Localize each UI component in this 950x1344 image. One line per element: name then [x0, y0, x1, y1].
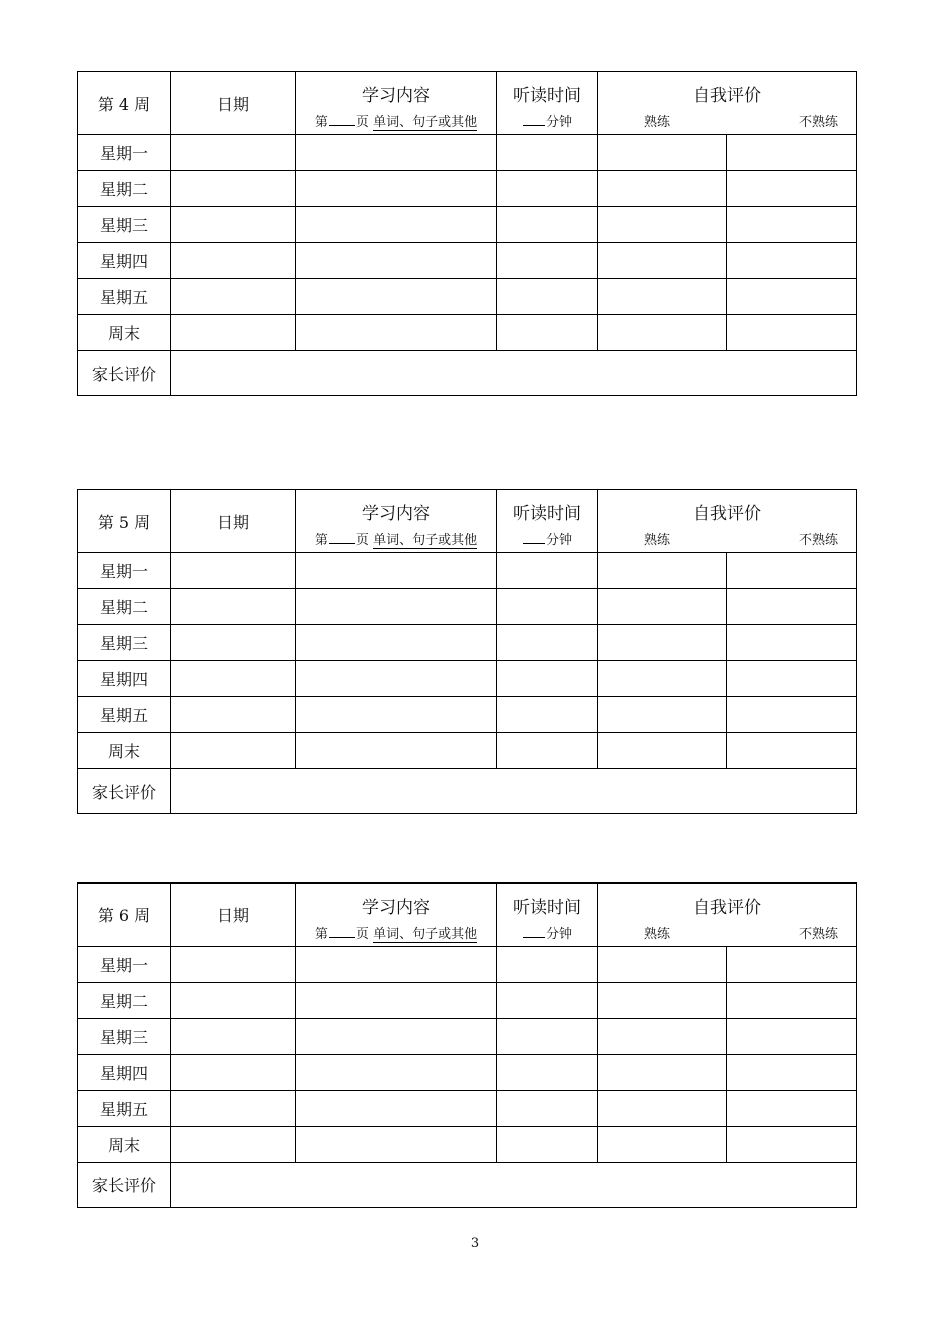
eval-good-cell[interactable] [598, 1054, 727, 1090]
eval-good: 熟练 [644, 533, 671, 548]
date-cell[interactable] [171, 279, 296, 315]
time-unit: 分钟 [545, 115, 572, 130]
day-row [78, 315, 857, 351]
day-label: 星期五 [78, 1090, 171, 1126]
date-header: 日期 [171, 883, 296, 946]
time-cell[interactable] [497, 553, 598, 589]
header-row [78, 883, 857, 946]
eval-good-cell[interactable] [598, 553, 727, 589]
time-cell[interactable] [497, 1018, 598, 1054]
date-cell[interactable] [171, 733, 296, 769]
page-suffix: 页 [355, 533, 369, 548]
eval-bad-cell[interactable] [727, 625, 857, 661]
time-cell[interactable] [497, 315, 598, 351]
date-cell[interactable] [171, 1018, 296, 1054]
day-row [78, 243, 857, 279]
content-cell[interactable] [296, 207, 497, 243]
eval-good-cell[interactable] [598, 1126, 727, 1162]
content-types: 单词、句子或其他 [373, 115, 478, 130]
content-cell[interactable] [296, 553, 497, 589]
content-types: 单词、句子或其他 [373, 927, 478, 942]
day-label: 星期二 [78, 171, 171, 207]
eval-bad-cell[interactable] [727, 315, 857, 351]
parent-comment-cell[interactable] [171, 351, 857, 396]
content-cell[interactable] [296, 243, 497, 279]
day-label: 周末 [78, 733, 171, 769]
content-cell[interactable] [296, 1018, 497, 1054]
date-cell[interactable] [171, 589, 296, 625]
content-cell[interactable] [296, 1126, 497, 1162]
eval-good-cell[interactable] [598, 589, 727, 625]
day-row [78, 1126, 857, 1162]
eval-bad-cell[interactable] [727, 553, 857, 589]
day-label: 星期四 [78, 1054, 171, 1090]
date-cell[interactable] [171, 661, 296, 697]
date-header: 日期 [171, 72, 296, 135]
content-title: 学习内容 [362, 86, 430, 106]
day-row [78, 1018, 857, 1054]
eval-good-cell[interactable] [598, 697, 727, 733]
date-cell[interactable] [171, 1126, 296, 1162]
eval-title: 自我评价 [693, 898, 761, 918]
time-unit: 分钟 [545, 533, 572, 548]
content-cell[interactable] [296, 279, 497, 315]
date-cell[interactable] [171, 697, 296, 733]
time-cell[interactable] [497, 135, 598, 171]
day-row [78, 1054, 857, 1090]
date-cell[interactable] [171, 207, 296, 243]
day-label: 星期二 [78, 589, 171, 625]
time-subtitle [497, 529, 597, 548]
day-label: 星期三 [78, 625, 171, 661]
eval-bad-cell[interactable] [727, 135, 857, 171]
day-label: 周末 [78, 315, 171, 351]
date-cell[interactable] [171, 1090, 296, 1126]
eval-bad: 不熟练 [798, 533, 838, 548]
time-cell[interactable] [497, 589, 598, 625]
date-cell[interactable] [171, 171, 296, 207]
day-label: 周末 [78, 1126, 171, 1162]
eval-bad-cell[interactable] [727, 1090, 857, 1126]
parent-label: 家长评价 [78, 769, 171, 814]
time-header [497, 490, 598, 553]
eval-bad-cell[interactable] [727, 589, 857, 625]
content-cell[interactable] [296, 589, 497, 625]
eval-title: 自我评价 [693, 86, 761, 106]
day-label: 星期三 [78, 1018, 171, 1054]
eval-good-cell[interactable] [598, 661, 727, 697]
time-cell[interactable] [497, 1054, 598, 1090]
day-row [78, 589, 857, 625]
date-cell[interactable] [171, 946, 296, 982]
content-cell[interactable] [296, 135, 497, 171]
date-cell[interactable] [171, 243, 296, 279]
parent-row [78, 1162, 857, 1207]
content-cell[interactable] [296, 1054, 497, 1090]
page-blank [329, 124, 355, 126]
time-unit: 分钟 [545, 927, 572, 942]
eval-bad-cell[interactable] [727, 243, 857, 279]
eval-good-cell[interactable] [598, 171, 727, 207]
content-cell[interactable] [296, 982, 497, 1018]
day-row [78, 733, 857, 769]
date-cell[interactable] [171, 553, 296, 589]
time-header [497, 72, 598, 135]
eval-bad-cell[interactable] [727, 661, 857, 697]
time-cell[interactable] [497, 207, 598, 243]
time-title: 听读时间 [513, 86, 581, 106]
content-cell[interactable] [296, 733, 497, 769]
parent-label: 家长评价 [78, 1162, 171, 1207]
eval-good: 熟练 [644, 115, 671, 130]
content-cell[interactable] [296, 697, 497, 733]
day-label: 星期二 [78, 982, 171, 1018]
day-label: 星期一 [78, 946, 171, 982]
content-subtitle [296, 111, 496, 130]
time-header [497, 883, 598, 946]
eval-bad-cell[interactable] [727, 982, 857, 1018]
day-label: 星期三 [78, 207, 171, 243]
content-cell[interactable] [296, 315, 497, 351]
day-row [78, 946, 857, 982]
day-label: 星期一 [78, 135, 171, 171]
day-row [78, 661, 857, 697]
header-row [78, 490, 857, 553]
date-header: 日期 [171, 490, 296, 553]
eval-title: 自我评价 [693, 504, 761, 524]
page-suffix: 页 [355, 927, 369, 942]
day-row [78, 982, 857, 1018]
eval-bad-cell[interactable] [727, 207, 857, 243]
content-header [296, 883, 497, 946]
time-cell[interactable] [497, 1090, 598, 1126]
page-number: 3 [470, 1236, 480, 1251]
week-label: 第 4 周 [78, 72, 171, 135]
week-label: 第 6 周 [78, 883, 171, 946]
time-cell[interactable] [497, 171, 598, 207]
eval-bad-cell[interactable] [727, 697, 857, 733]
eval-bad: 不熟练 [798, 927, 838, 942]
time-cell[interactable] [497, 982, 598, 1018]
time-blank [523, 936, 545, 938]
week-table-4 [77, 71, 857, 396]
page-blank [329, 936, 355, 938]
time-cell[interactable] [497, 1126, 598, 1162]
time-cell[interactable] [497, 625, 598, 661]
day-row [78, 625, 857, 661]
day-row [78, 135, 857, 171]
eval-good-cell[interactable] [598, 243, 727, 279]
time-blank [523, 124, 545, 126]
page-prefix: 第 [314, 533, 328, 548]
time-title: 听读时间 [513, 504, 581, 524]
eval-good-cell[interactable] [598, 982, 727, 1018]
date-cell[interactable] [171, 625, 296, 661]
content-cell[interactable] [296, 661, 497, 697]
time-cell[interactable] [497, 279, 598, 315]
content-subtitle [296, 923, 496, 942]
day-label: 星期四 [78, 661, 171, 697]
eval-good-cell[interactable] [598, 733, 727, 769]
time-blank [523, 542, 545, 544]
week-table-5 [77, 489, 857, 814]
page-suffix: 页 [355, 115, 369, 130]
eval-bad: 不熟练 [798, 115, 838, 130]
eval-header [598, 883, 857, 946]
time-subtitle [497, 111, 597, 130]
parent-row [78, 769, 857, 814]
eval-header [598, 490, 857, 553]
eval-bad-cell[interactable] [727, 733, 857, 769]
eval-good-cell[interactable] [598, 1090, 727, 1126]
date-cell[interactable] [171, 1054, 296, 1090]
time-cell[interactable] [497, 697, 598, 733]
week-table-6 [77, 882, 857, 1208]
date-cell[interactable] [171, 982, 296, 1018]
content-cell[interactable] [296, 625, 497, 661]
eval-good-cell[interactable] [598, 946, 727, 982]
eval-good-cell[interactable] [598, 279, 727, 315]
time-cell[interactable] [497, 661, 598, 697]
content-types: 单词、句子或其他 [373, 533, 478, 548]
time-cell[interactable] [497, 733, 598, 769]
day-label: 星期五 [78, 697, 171, 733]
week-label: 第 5 周 [78, 490, 171, 553]
content-title: 学习内容 [362, 504, 430, 524]
eval-good-cell[interactable] [598, 315, 727, 351]
day-row [78, 553, 857, 589]
parent-label: 家长评价 [78, 351, 171, 396]
time-subtitle [497, 923, 597, 942]
content-cell[interactable] [296, 171, 497, 207]
day-label: 星期四 [78, 243, 171, 279]
parent-comment-cell[interactable] [171, 769, 857, 814]
parent-comment-cell[interactable] [171, 1162, 857, 1207]
time-cell[interactable] [497, 946, 598, 982]
day-label: 星期五 [78, 279, 171, 315]
page-prefix: 第 [314, 115, 328, 130]
content-title: 学习内容 [362, 898, 430, 918]
eval-bad-cell[interactable] [727, 171, 857, 207]
eval-header [598, 72, 857, 135]
day-row [78, 171, 857, 207]
eval-bad-cell[interactable] [727, 946, 857, 982]
day-row [78, 697, 857, 733]
date-cell[interactable] [171, 135, 296, 171]
eval-bad-cell[interactable] [727, 1054, 857, 1090]
eval-good-cell[interactable] [598, 207, 727, 243]
content-header [296, 490, 497, 553]
date-cell[interactable] [171, 315, 296, 351]
eval-bad-cell[interactable] [727, 279, 857, 315]
eval-good-cell[interactable] [598, 135, 727, 171]
page-blank [329, 542, 355, 544]
parent-row [78, 351, 857, 396]
content-cell[interactable] [296, 1090, 497, 1126]
content-subtitle [296, 529, 496, 548]
eval-bad-cell[interactable] [727, 1018, 857, 1054]
day-label: 星期一 [78, 553, 171, 589]
eval-good-cell[interactable] [598, 625, 727, 661]
time-cell[interactable] [497, 243, 598, 279]
day-row [78, 1090, 857, 1126]
content-cell[interactable] [296, 946, 497, 982]
eval-good-cell[interactable] [598, 1018, 727, 1054]
eval-bad-cell[interactable] [727, 1126, 857, 1162]
eval-good: 熟练 [644, 927, 671, 942]
content-header [296, 72, 497, 135]
time-title: 听读时间 [513, 898, 581, 918]
day-row [78, 279, 857, 315]
header-row [78, 72, 857, 135]
page-prefix: 第 [314, 927, 328, 942]
day-row [78, 207, 857, 243]
